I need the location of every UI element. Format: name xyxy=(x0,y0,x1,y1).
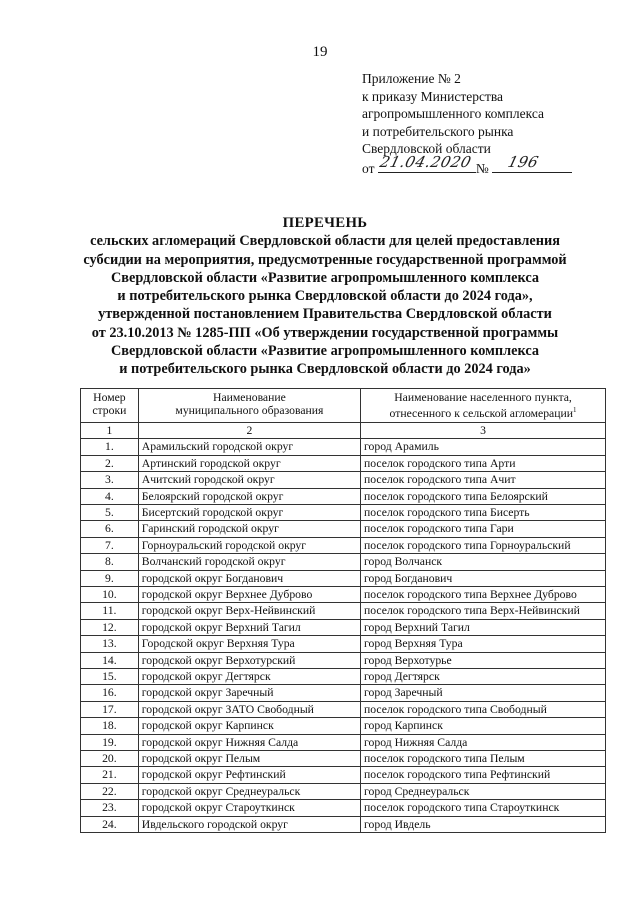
municipality-cell: городской округ Карпинск xyxy=(138,718,360,734)
table-body xyxy=(81,439,606,833)
settlement-cell: город Ивдель xyxy=(361,816,606,832)
settlement-cell: город Верхотурье xyxy=(361,652,606,668)
table-row xyxy=(81,619,606,635)
municipality-cell: городской округ Среднеуральск xyxy=(138,783,360,799)
row-number-cell: 12. xyxy=(81,619,139,635)
row-number-cell: 5. xyxy=(81,504,139,520)
header-text xyxy=(364,404,602,420)
table-row xyxy=(81,701,606,717)
row-number-cell: 23. xyxy=(81,800,139,816)
row-number-cell: 8. xyxy=(81,554,139,570)
index-cell: 1 xyxy=(81,422,139,438)
table-row xyxy=(81,554,606,570)
appendix-line: и потребительского рынка xyxy=(362,123,514,139)
municipality-cell: городской округ Заречный xyxy=(138,685,360,701)
row-number-cell: 2. xyxy=(81,455,139,471)
row-number-cell: 17. xyxy=(81,701,139,717)
settlement-cell: поселок городского типа Верхнее Дуброво xyxy=(361,586,606,602)
appendix-line: Приложение № 2 xyxy=(362,71,461,86)
index-cell: 3 xyxy=(361,422,606,438)
settlement-cell: город Нижняя Салда xyxy=(361,734,606,750)
title-line: Свердловской области «Развитие агропромышленного комплекса xyxy=(110,343,540,360)
table-row xyxy=(81,488,606,504)
handwritten-date: 21.04.2020 xyxy=(377,152,474,171)
row-number-cell: 20. xyxy=(81,751,139,767)
settlement-cell: поселок городского типа Рефтинский xyxy=(361,767,606,783)
header-municipality xyxy=(138,389,360,423)
row-number-cell: 13. xyxy=(81,636,139,652)
municipality-cell: городской округ Староуткинск xyxy=(138,800,360,816)
title-heading: ПЕРЕЧЕНЬ xyxy=(282,215,368,231)
header-text: Наименование xyxy=(213,391,286,404)
table-row xyxy=(81,685,606,701)
row-number-cell: 9. xyxy=(81,570,139,586)
table-row xyxy=(81,751,606,767)
municipality-cell: городской округ Верхотурский xyxy=(138,652,360,668)
header-text: отнесенного к сельской агломерации xyxy=(389,406,573,420)
row-number-cell: 22. xyxy=(81,783,139,799)
row-number-cell: 14. xyxy=(81,652,139,668)
header-text: Номер xyxy=(93,391,126,404)
municipality-cell: Арамильский городской округ xyxy=(138,439,360,455)
municipality-cell: Артинский городской округ xyxy=(138,455,360,471)
settlement-cell: город Карпинск xyxy=(361,718,606,734)
header-text: муниципального образования xyxy=(175,404,324,417)
municipality-cell: Горноуральский городской округ xyxy=(138,537,360,553)
header-text: Наименование населенного пункта, xyxy=(394,391,572,404)
row-number-cell: 19. xyxy=(81,734,139,750)
row-number-cell: 18. xyxy=(81,718,139,734)
table-row xyxy=(81,800,606,816)
order-date-line xyxy=(362,152,602,178)
row-number-cell: 16. xyxy=(81,685,139,701)
table-row xyxy=(81,734,606,750)
table-row xyxy=(81,439,606,455)
municipality-cell: городской округ Нижняя Салда xyxy=(138,734,360,750)
date-field xyxy=(377,152,476,173)
municipality-cell: городской округ Пелым xyxy=(138,751,360,767)
number-prefix: № xyxy=(475,160,489,176)
settlement-cell: поселок городского типа Горноуральский xyxy=(361,537,606,553)
row-number-cell: 1. xyxy=(81,439,139,455)
settlement-cell: город Богданович xyxy=(361,570,606,586)
municipality-cell: городской округ Рефтинский xyxy=(138,767,360,783)
row-number-cell: 21. xyxy=(81,767,139,783)
title-line: от 23.10.2013 № 1285-ПП «Об утверждении государственной программы xyxy=(91,324,559,341)
document-title xyxy=(40,214,610,379)
header-text: строки xyxy=(92,404,127,417)
index-cell: 2 xyxy=(138,422,360,438)
municipality-cell: Бисертский городской округ xyxy=(138,504,360,520)
settlement-cell: поселок городского типа Гари xyxy=(361,521,606,537)
settlement-cell: поселок городского типа Староуткинск xyxy=(361,800,606,816)
settlement-cell: поселок городского типа Верх-Нейвинский xyxy=(361,603,606,619)
row-number-cell: 10. xyxy=(81,586,139,602)
row-number-cell: 24. xyxy=(81,816,139,832)
settlement-cell: поселок городского типа Арти xyxy=(361,455,606,471)
municipality-cell: городской округ Верхний Тагил xyxy=(138,619,360,635)
table-row xyxy=(81,586,606,602)
header-row-number xyxy=(81,389,139,423)
municipality-cell: городской округ Верхнее Дуброво xyxy=(138,586,360,602)
settlement-cell: поселок городского типа Белоярский xyxy=(361,488,606,504)
table-row xyxy=(81,455,606,471)
title-line: и потребительского рынка Свердловской области до 2024 года», xyxy=(117,288,533,305)
number-field xyxy=(492,152,572,173)
appendix-line: Свердловской области xyxy=(362,141,491,157)
settlement-cell: город Верхний Тагил xyxy=(361,619,606,635)
table-row xyxy=(81,570,606,586)
row-number-cell: 4. xyxy=(81,488,139,504)
settlement-cell: город Среднеуральск xyxy=(361,783,606,799)
row-number-cell: 11. xyxy=(81,603,139,619)
municipality-cell: городской округ ЗАТО Свободный xyxy=(138,701,360,717)
municipality-cell: городской округ Дегтярск xyxy=(138,668,360,684)
title-line: утвержденной постановлением Правительства Свердловской области xyxy=(98,306,552,323)
settlement-cell: город Верхняя Тура xyxy=(361,636,606,652)
municipality-cell: Белоярский городской округ xyxy=(138,488,360,504)
agglomeration-table xyxy=(80,388,606,833)
municipality-cell: Городской округ Верхняя Тура xyxy=(138,636,360,652)
appendix-line: агропромышленного комплекса xyxy=(362,106,544,122)
table-row xyxy=(81,636,606,652)
settlement-cell: город Дегтярск xyxy=(361,668,606,684)
table-row xyxy=(81,816,606,832)
row-number-cell: 6. xyxy=(81,521,139,537)
row-number-cell: 3. xyxy=(81,472,139,488)
table-row xyxy=(81,668,606,684)
municipality-cell: Ачитский городской округ xyxy=(138,472,360,488)
handwritten-number: 196 xyxy=(506,152,541,171)
footnote-mark: 1 xyxy=(573,406,577,414)
settlement-cell: поселок городского типа Бисерть xyxy=(361,504,606,520)
municipality-cell: Волчанский городской округ xyxy=(138,554,360,570)
table-header-row xyxy=(81,389,606,423)
appendix-line: к приказу Министерства xyxy=(362,88,504,104)
table-row xyxy=(81,783,606,799)
table-row xyxy=(81,521,606,537)
appendix-block xyxy=(362,70,602,178)
settlement-cell: поселок городского типа Ачит xyxy=(361,472,606,488)
title-line: субсидии на мероприятия, предусмотренные государственной программой xyxy=(83,251,567,268)
page-number: 19 xyxy=(312,44,328,60)
table-row xyxy=(81,652,606,668)
table-row xyxy=(81,767,606,783)
header-settlement xyxy=(361,389,606,423)
table-row xyxy=(81,472,606,488)
table-row xyxy=(81,718,606,734)
settlement-cell: поселок городского типа Свободный xyxy=(361,701,606,717)
title-line: сельских агломераций Свердловской области для целей предоставления xyxy=(90,233,560,250)
municipality-cell: городской округ Верх-Нейвинский xyxy=(138,603,360,619)
table-row xyxy=(81,603,606,619)
settlement-cell: поселок городского типа Пелым xyxy=(361,751,606,767)
table-row xyxy=(81,504,606,520)
table-index-row xyxy=(81,422,606,438)
municipality-cell: Ивдельского городской округ xyxy=(138,816,360,832)
settlement-cell: город Арамиль xyxy=(361,439,606,455)
row-number-cell: 7. xyxy=(81,537,139,553)
date-prefix: от xyxy=(362,160,375,176)
title-line: и потребительского рынка Свердловской области до 2024 года» xyxy=(119,361,531,378)
municipality-cell: Гаринский городской округ xyxy=(138,521,360,537)
municipality-cell: городской округ Богданович xyxy=(138,570,360,586)
settlement-cell: город Заречный xyxy=(361,685,606,701)
title-line: Свердловской области «Развитие агропромышленного комплекса xyxy=(110,269,540,286)
table-row xyxy=(81,537,606,553)
row-number-cell: 15. xyxy=(81,668,139,684)
settlement-cell: город Волчанск xyxy=(361,554,606,570)
